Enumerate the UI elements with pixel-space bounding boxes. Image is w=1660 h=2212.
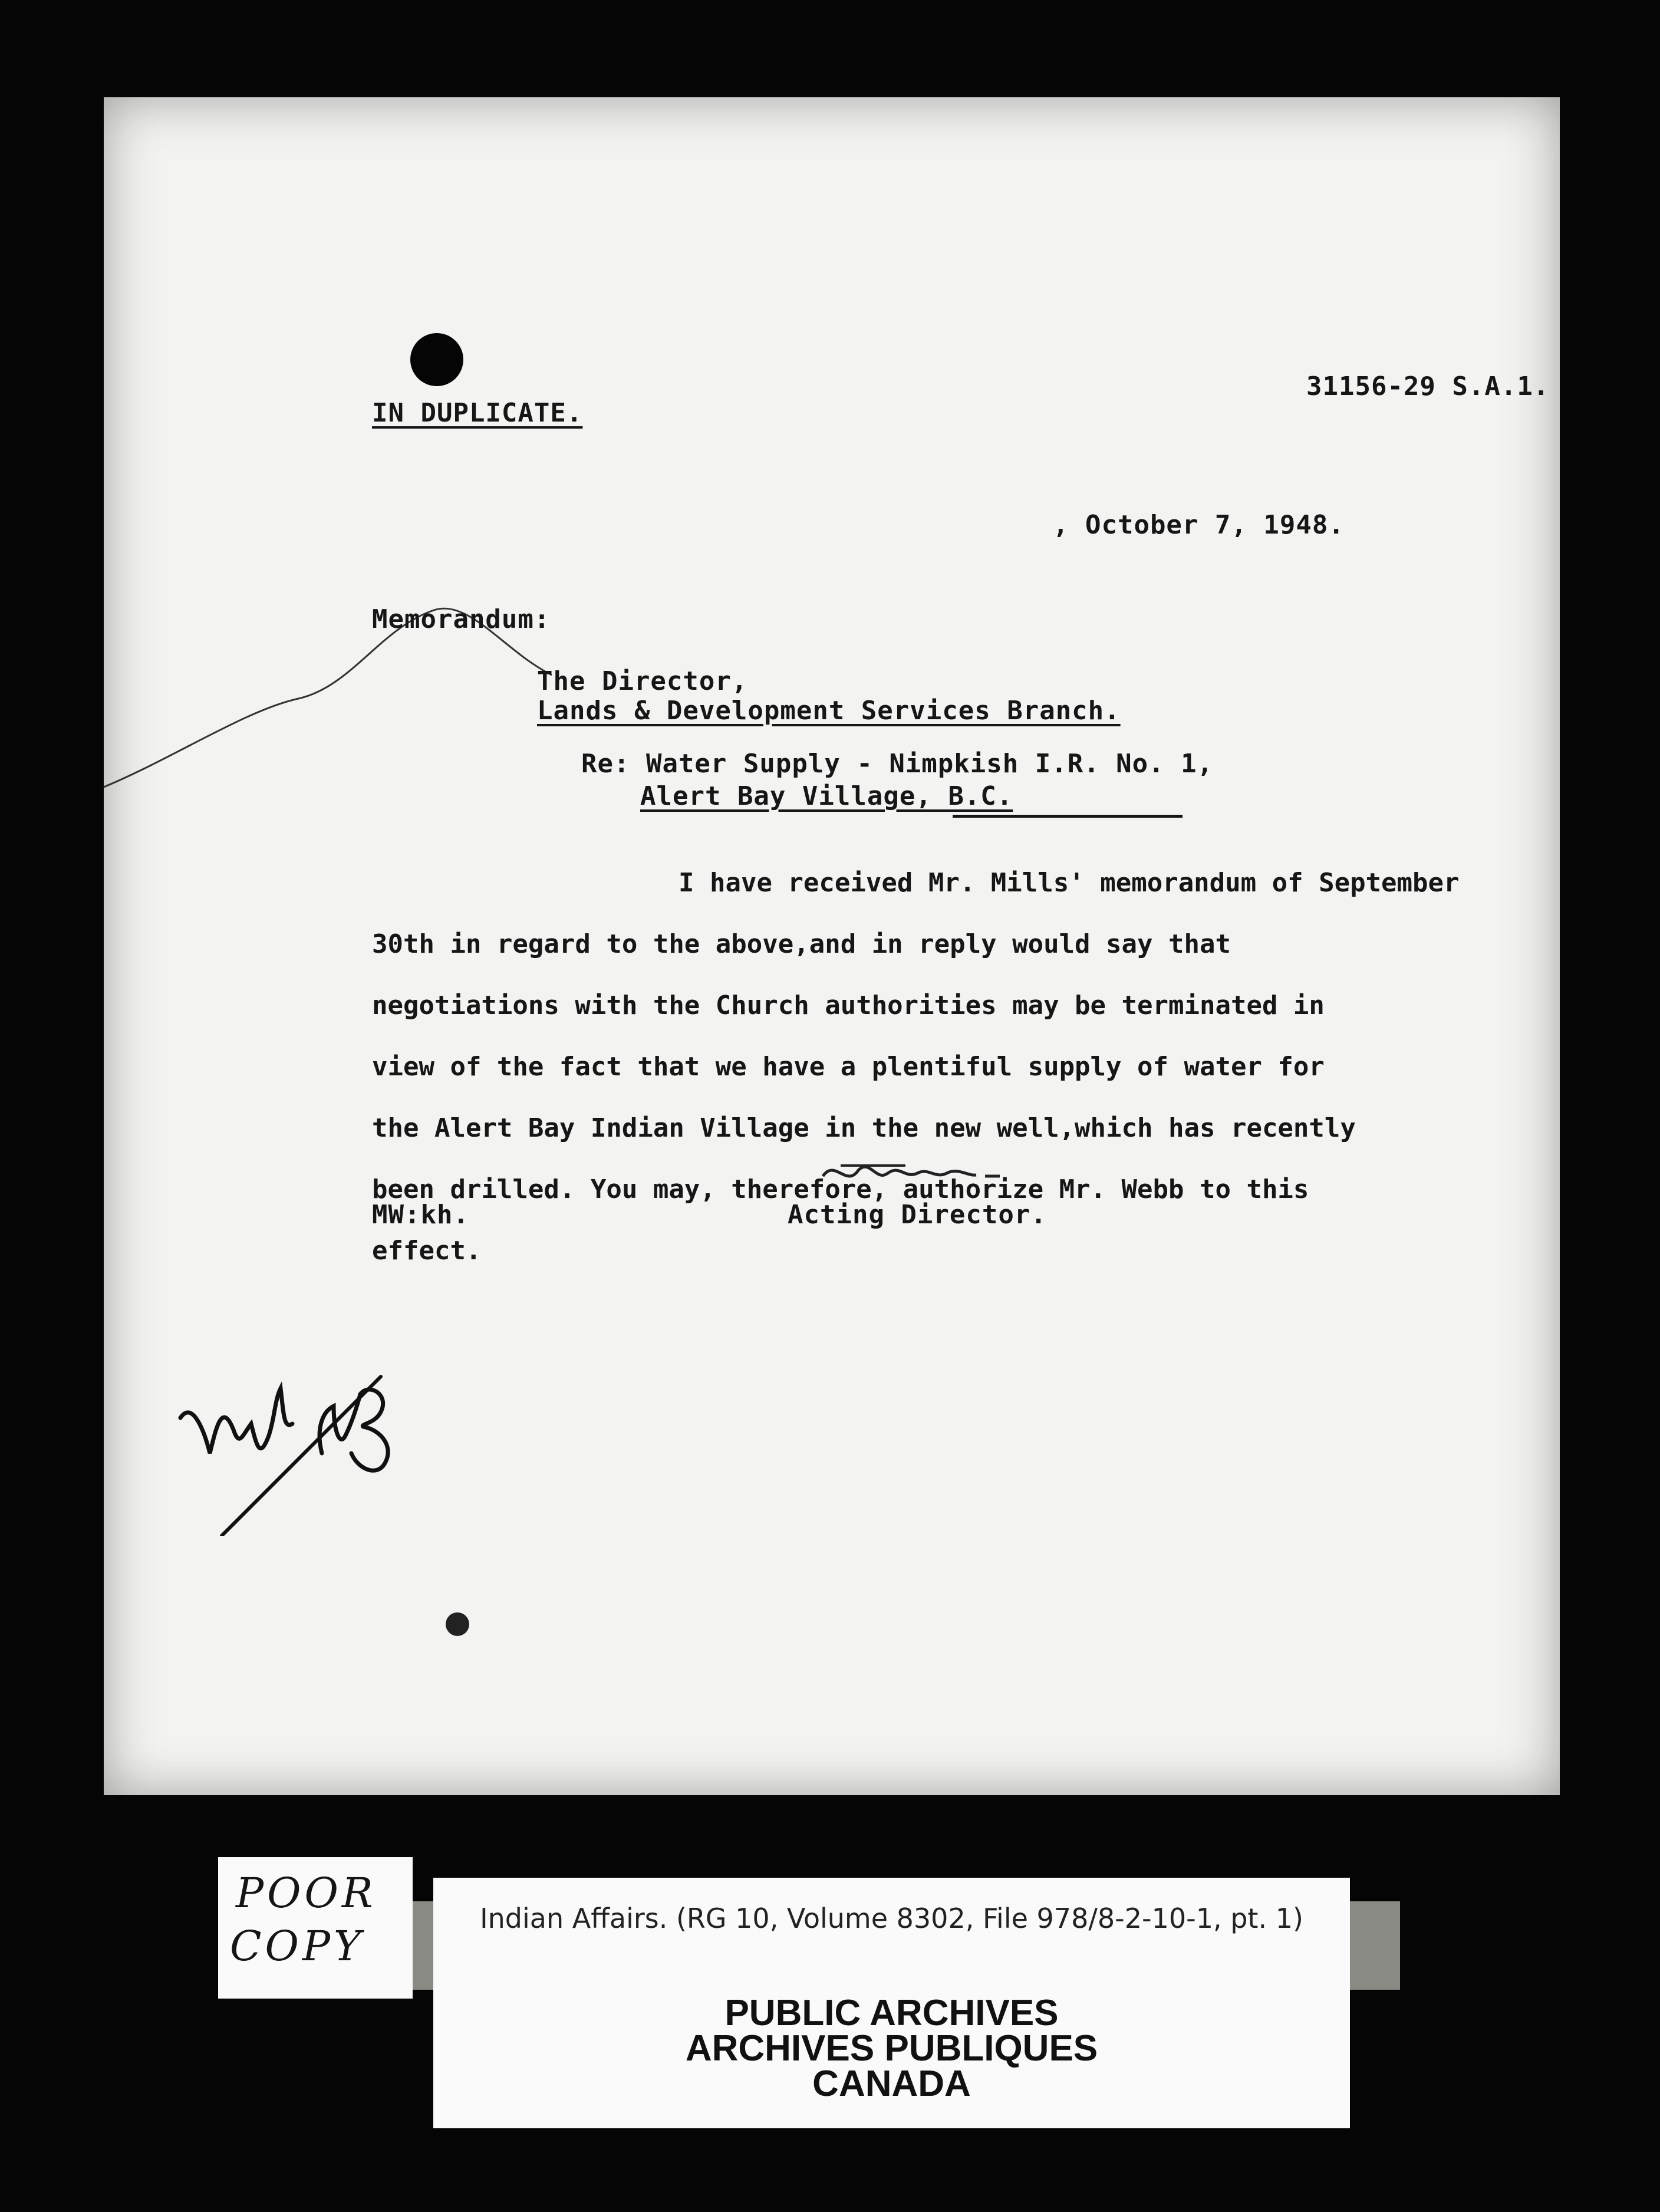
poor-copy-line-2: COPY bbox=[230, 1922, 365, 1970]
body-line: 30th in regard to the above,and in reply would say that bbox=[372, 929, 1231, 959]
copy-marking: IN DUPLICATE. bbox=[372, 398, 583, 428]
punch-hole bbox=[410, 333, 463, 386]
paper-tear-line bbox=[104, 557, 575, 805]
document-page bbox=[104, 97, 1560, 1795]
archive-name-en: PUBLIC ARCHIVES bbox=[724, 1993, 1059, 2033]
archive-label bbox=[433, 1878, 1350, 2128]
subject-underline-extension bbox=[953, 815, 1183, 818]
poor-copy-card bbox=[218, 1857, 413, 1999]
signature-title: Acting Director. bbox=[788, 1200, 1047, 1230]
file-number: 31156-29 S.A.1. bbox=[1306, 371, 1550, 401]
memo-label: Memorandum: bbox=[372, 604, 551, 634]
body-line: effect. bbox=[372, 1236, 482, 1266]
reference-initials: MW:kh. bbox=[372, 1200, 469, 1230]
archive-country: CANADA bbox=[812, 2063, 971, 2104]
body-line: negotiations with the Church authorities may be terminated in bbox=[372, 990, 1325, 1021]
addressee-line-1: The Director, bbox=[537, 666, 748, 696]
archive-name-fr: ARCHIVES PUBLIQUES bbox=[685, 2028, 1098, 2069]
archive-reference: Indian Affairs. (RG 10, Volume 8302, File 978/8-2-10-1, pt. 1) bbox=[480, 1902, 1303, 1934]
body-line: I have received Mr. Mills' memorandum of September bbox=[679, 868, 1460, 898]
ink-blot bbox=[446, 1612, 469, 1636]
archive-stamp bbox=[433, 1993, 1350, 2104]
body-line: view of the fact that we have a plentiful supply of water for bbox=[372, 1052, 1325, 1082]
body-line: been drilled. You may, therefore, authorize Mr. Webb to this bbox=[372, 1174, 1309, 1204]
letter-date: , October 7, 1948. bbox=[1053, 510, 1345, 540]
subject-line-2: Alert Bay Village, B.C. bbox=[640, 781, 1013, 811]
acting-director-signature bbox=[817, 1153, 1006, 1194]
handwritten-initials bbox=[157, 1312, 422, 1536]
subject-line-1: Re: Water Supply - Nimpkish I.R. No. 1, bbox=[581, 749, 1214, 779]
addressee-line-2: Lands & Development Services Branch. bbox=[537, 696, 1121, 726]
poor-copy-line-1: POOR bbox=[236, 1869, 377, 1917]
body-line: the Alert Bay Indian Village in the new well,which has recently bbox=[372, 1113, 1356, 1143]
